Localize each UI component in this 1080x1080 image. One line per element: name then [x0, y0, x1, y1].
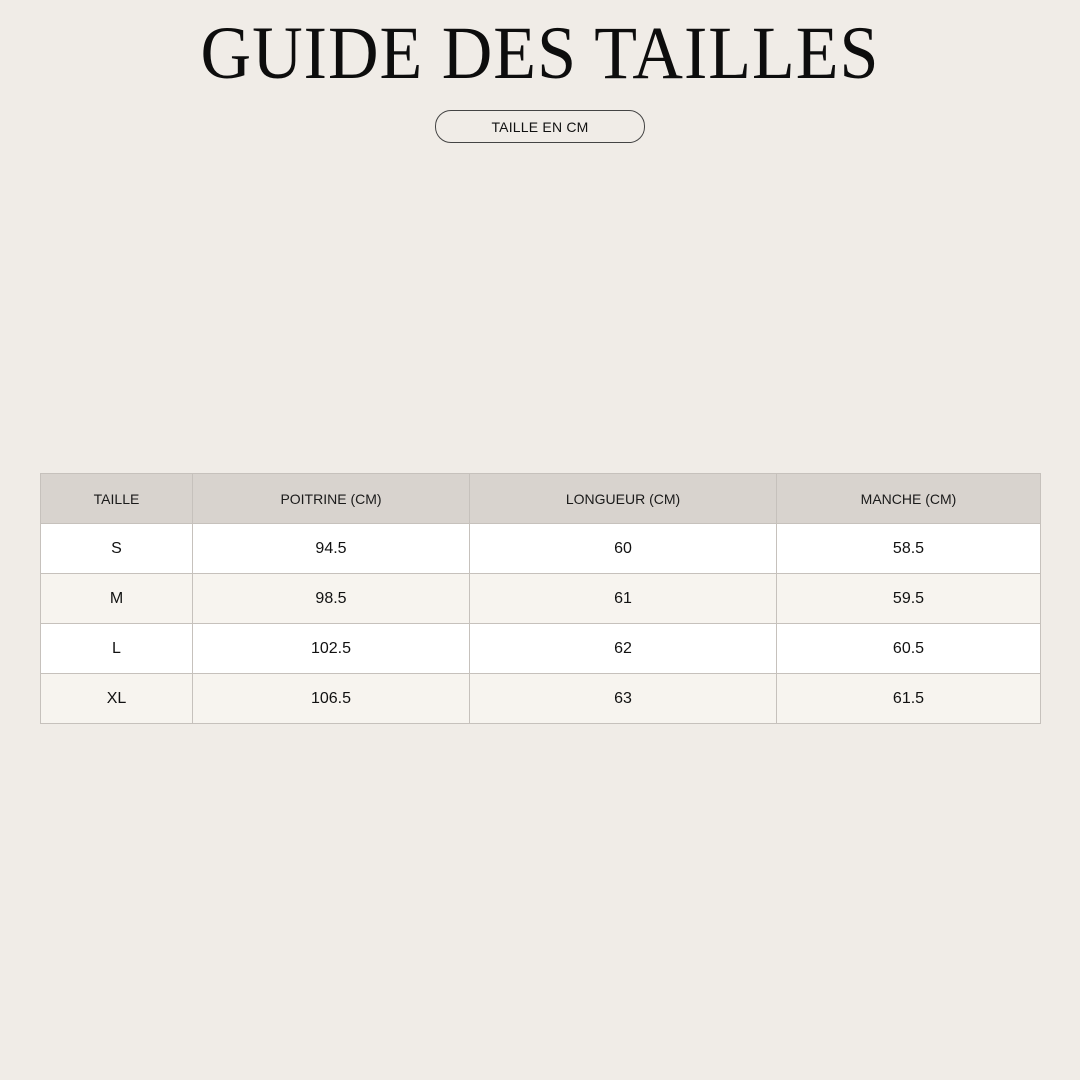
column-header-poitrine: POITRINE (CM) [193, 474, 470, 524]
cell-poitrine: 106.5 [193, 674, 470, 724]
cell-size: XL [41, 674, 193, 724]
table-row [41, 674, 1041, 724]
cell-size: L [41, 624, 193, 674]
cell-poitrine: 94.5 [193, 524, 470, 574]
cell-size: S [41, 524, 193, 574]
size-chart-table [40, 473, 1041, 724]
table-header-row [41, 474, 1041, 524]
page-title: GUIDE DES TAILLES [200, 11, 880, 96]
column-header-manche: MANCHE (CM) [777, 474, 1041, 524]
table-row [41, 524, 1041, 574]
cell-manche: 59.5 [777, 574, 1041, 624]
unit-badge: TAILLE EN CM [435, 110, 645, 143]
cell-longueur: 63 [470, 674, 777, 724]
cell-longueur: 62 [470, 624, 777, 674]
cell-size: M [41, 574, 193, 624]
cell-longueur: 60 [470, 524, 777, 574]
cell-manche: 61.5 [777, 674, 1041, 724]
cell-poitrine: 98.5 [193, 574, 470, 624]
table-row [41, 574, 1041, 624]
column-header-taille: TAILLE [41, 474, 193, 524]
cell-manche: 58.5 [777, 524, 1041, 574]
column-header-longueur: LONGUEUR (CM) [470, 474, 777, 524]
cell-manche: 60.5 [777, 624, 1041, 674]
table-row [41, 624, 1041, 674]
cell-longueur: 61 [470, 574, 777, 624]
cell-poitrine: 102.5 [193, 624, 470, 674]
